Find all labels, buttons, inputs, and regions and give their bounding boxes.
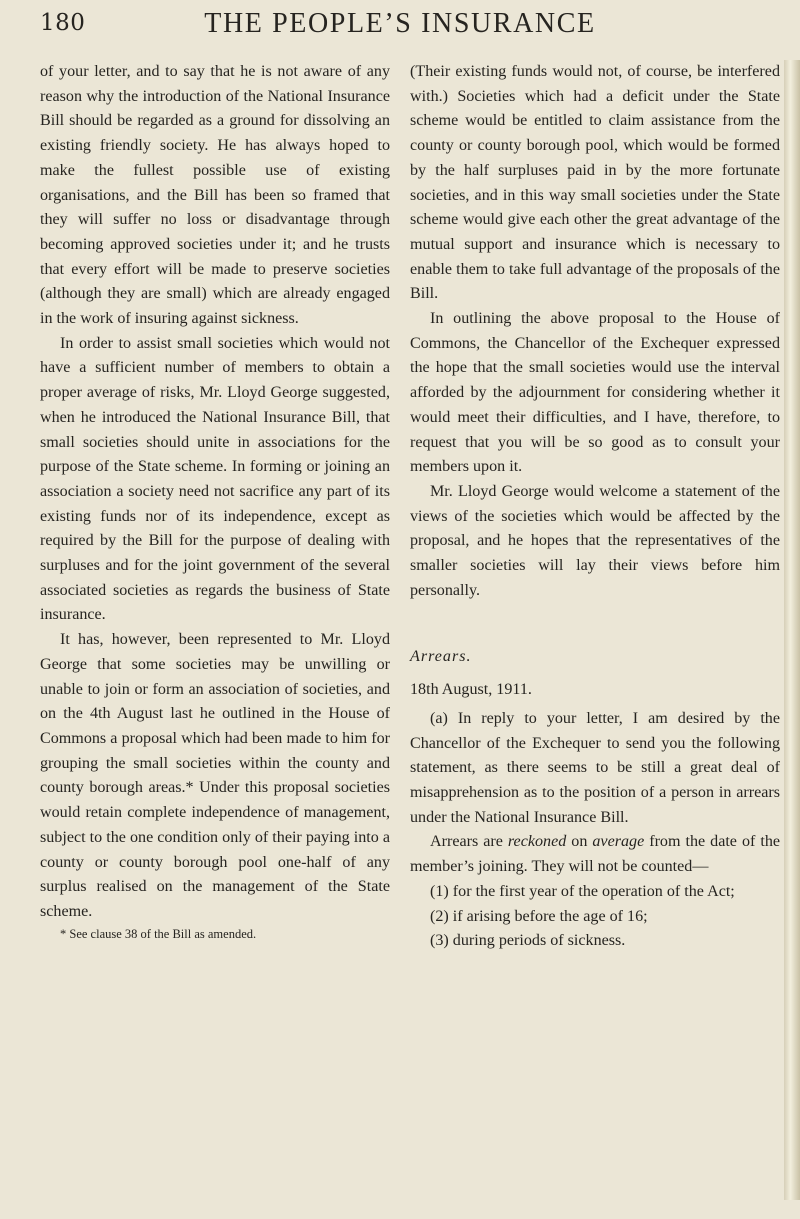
paragraph: (a) In reply to your letter, I am desired by the Chancellor of the Exchequer to send you the following statement, as there seems to be still a great deal of misapprehension as to the position of a person in arrears under the National Insurance Bill. — [410, 709, 780, 826]
section-heading: Arrears. — [410, 648, 472, 666]
right-column — [410, 60, 780, 954]
text-run: from the date of the member’s joining. They will not be counted— — [410, 833, 781, 876]
emphasis-text: reckoned — [507, 833, 567, 851]
paragraph: In order to assist small societies which would not have a sufficient number of members to obtain a proper average of risks, Mr. Lloyd George suggested, when he introduced the National Insurance Bill, that small societies should unite in associations for the purpose of the State scheme. In forming or joining an association a society need not sacrifice any part of its existing funds nor of its independence, except as required by the Bill for the purpose of dealing with surpluses and for the joint government of the several associated societies as regards the business of State insurance. — [40, 334, 390, 624]
list-item: (3) during periods of sickness. — [430, 932, 626, 950]
letter-date: 18th August, 1911. — [410, 681, 532, 699]
paragraph: It has, however, been represented to Mr. Lloyd George that some societies may be unwilling or unable to join or form an association of societies, and on the 4th August last he outlined in the House of Commons a proposal which had been made to him for grouping the small societies within the county and county borough areas.* Under this proposal societies would retain complete independence of management, subject to the one condition only of their paying into a county or county borough pool one-half of any surplus realised on the management of the State scheme. — [40, 631, 390, 920]
paragraph — [410, 830, 780, 879]
text-run: Arrears are — [430, 833, 508, 851]
footnote: * See clause 38 of the Bill as amended. — [60, 926, 257, 941]
page-header — [0, 4, 800, 44]
page-number: 180 — [40, 10, 86, 36]
list-item: (1) for the first year of the operation of the Act; — [430, 882, 735, 900]
emphasis-text: average — [592, 833, 645, 851]
paragraph: of your letter, and to say that he is not aware of any reason why the introduction of the National Insurance Bill should be regarded as a ground for dissolving an existing friendly society. He has always hoped to make the fullest possible use of existing organisations, and the Bill has been so framed that they will suffer no loss or disadvantage through becoming approved societies under it; and he trusts that every effort will be made to preserve societies (although they are small) which are already engaged in the work of insuring against sickness. — [40, 63, 390, 328]
arrears-list — [410, 880, 780, 954]
binding-gutter — [784, 60, 800, 1200]
list-item: (2) if arising before the age of 16; — [430, 907, 648, 925]
paragraph: In outlining the above proposal to the House of Commons, the Chancellor of the Exchequer expressed the hope that the small societies would use the interval afforded by the adjournment for considering whether it would meet their difficulties, and I have, therefore, to request that you will be so good as to consult your members upon it. — [410, 310, 780, 476]
paragraph: Mr. Lloyd George would welcome a statement of the views of the societies which would be affected by the proposal, and he hopes that the representatives of the smaller societies will lay their views before him personally. — [410, 482, 780, 599]
paragraph: (Their existing funds would not, of course, be interfered with.) Societies which had a deficit under the State scheme would be entitled to claim assistance from the county or county borough pool, which would be formed by the half surpluses paid in by the more fortunate societies, and in this way small societies under the State scheme would give each other the great advantage of the mutual support and insurance which is necessary to enable them to take full advantage of the proposals of the Bill. — [410, 63, 780, 303]
running-title: THE PEOPLE’S INSURANCE — [204, 8, 596, 39]
left-column — [40, 60, 390, 943]
text-run: on — [566, 833, 593, 851]
